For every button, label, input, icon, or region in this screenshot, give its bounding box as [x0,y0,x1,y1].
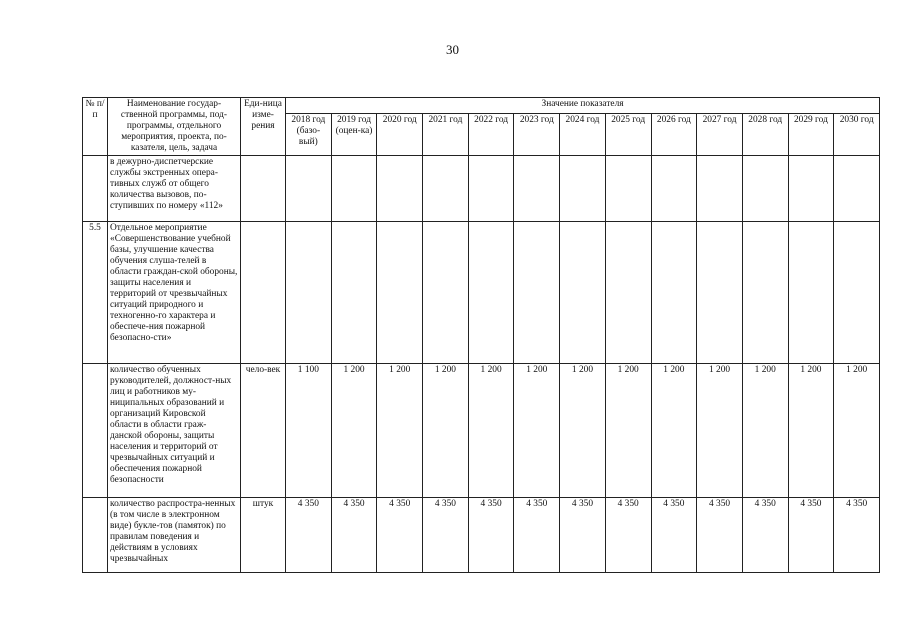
indicator-table [82,97,880,573]
row-value [788,156,834,222]
row-value [697,156,743,222]
header-year: 2025 год [605,114,651,156]
row-value [834,222,880,364]
row-value [468,156,514,222]
header-year: 2018 год (базо-вый) [286,114,332,156]
row-value: 1 200 [742,364,788,498]
row-name: в дежурно-диспетчерские службы экстренных опера-тивных служб от общего количества вызовов, по-ступивших по номеру «112» [108,156,241,222]
header-year: 2028 год [742,114,788,156]
row-value [331,222,377,364]
row-value [605,222,651,364]
row-name: количество обученных руководителей, должност-ных лиц и работников му-ниципальных образований и организаций Кировской области в области граж-данской обороны, защиты населения и территорий от чрезвычайных ситуаций и обеспечения пожарной безопасности [108,364,241,498]
row-value: 4 350 [514,498,560,573]
table-body [83,156,880,573]
table-row [83,156,880,222]
row-value [514,222,560,364]
table-row [83,498,880,573]
row-value [742,222,788,364]
row-value: 4 350 [834,498,880,573]
row-value [514,156,560,222]
row-value: 1 200 [560,364,606,498]
row-value [331,156,377,222]
row-value [423,222,469,364]
row-value: 1 100 [286,364,332,498]
row-value: 1 200 [514,364,560,498]
header-year: 2019 год (оцен-ка) [331,114,377,156]
row-name: Отдельное мероприятие «Совершенствование учебной базы, улучшение качества обучения слуша-телей в области граждан-ской обороны, защиты населения и территорий от чрезвычайных ситуаций природного и техногенно-го характера и обеспече-ния пожарной безопасно-сти» [108,222,241,364]
row-value: 4 350 [468,498,514,573]
row-number: 5.5 [83,222,108,364]
row-value [788,222,834,364]
row-value [651,156,697,222]
header-year: 2027 год [697,114,743,156]
row-value: 1 200 [834,364,880,498]
row-value: 1 200 [377,364,423,498]
header-row-top [83,98,880,114]
row-number [83,364,108,498]
row-value: 1 200 [605,364,651,498]
header-year: 2026 год [651,114,697,156]
row-value: 4 350 [331,498,377,573]
table-row [83,222,880,364]
header-num: № п/п [83,98,108,156]
header-year: 2030 год [834,114,880,156]
row-value: 4 350 [377,498,423,573]
row-name: количество распростра-ненных (в том числе в электронном виде) буклe-тов (памяток) по правилам поведения и действиям в условиях чрезвычайных [108,498,241,573]
row-value: 4 350 [651,498,697,573]
header-year: 2029 год [788,114,834,156]
header-year: 2024 год [560,114,606,156]
row-value [286,156,332,222]
header-year: 2021 год [423,114,469,156]
row-number [83,156,108,222]
row-value [377,222,423,364]
row-number [83,498,108,573]
row-value: 4 350 [605,498,651,573]
header-name: Наименование государ-ственной программы, под-программы, отдельного мероприятия, проекта, по-казателя, цель, задача [108,98,241,156]
row-value [377,156,423,222]
row-unit [241,222,286,364]
row-value [560,222,606,364]
row-value: 1 200 [423,364,469,498]
row-value: 4 350 [697,498,743,573]
table-row [83,364,880,498]
header-values-group: Значение показателя [286,98,880,114]
header-year: 2022 год [468,114,514,156]
row-value: 1 200 [651,364,697,498]
header-unit: Еди-ница изме-рения [241,98,286,156]
row-value [742,156,788,222]
header-year: 2023 год [514,114,560,156]
row-value: 1 200 [697,364,743,498]
row-unit: штук [241,498,286,573]
row-value [286,222,332,364]
row-value: 1 200 [788,364,834,498]
row-value: 1 200 [468,364,514,498]
row-value [468,222,514,364]
row-value [651,222,697,364]
row-value: 4 350 [788,498,834,573]
row-value: 4 350 [423,498,469,573]
row-value [697,222,743,364]
header-year: 2020 год [377,114,423,156]
row-value: 4 350 [286,498,332,573]
row-value [834,156,880,222]
row-unit: чело-век [241,364,286,498]
page-number: 30 [446,42,459,57]
row-value [560,156,606,222]
row-unit [241,156,286,222]
row-value: 1 200 [331,364,377,498]
row-value: 4 350 [560,498,606,573]
row-value [605,156,651,222]
row-value: 4 350 [742,498,788,573]
row-value [423,156,469,222]
